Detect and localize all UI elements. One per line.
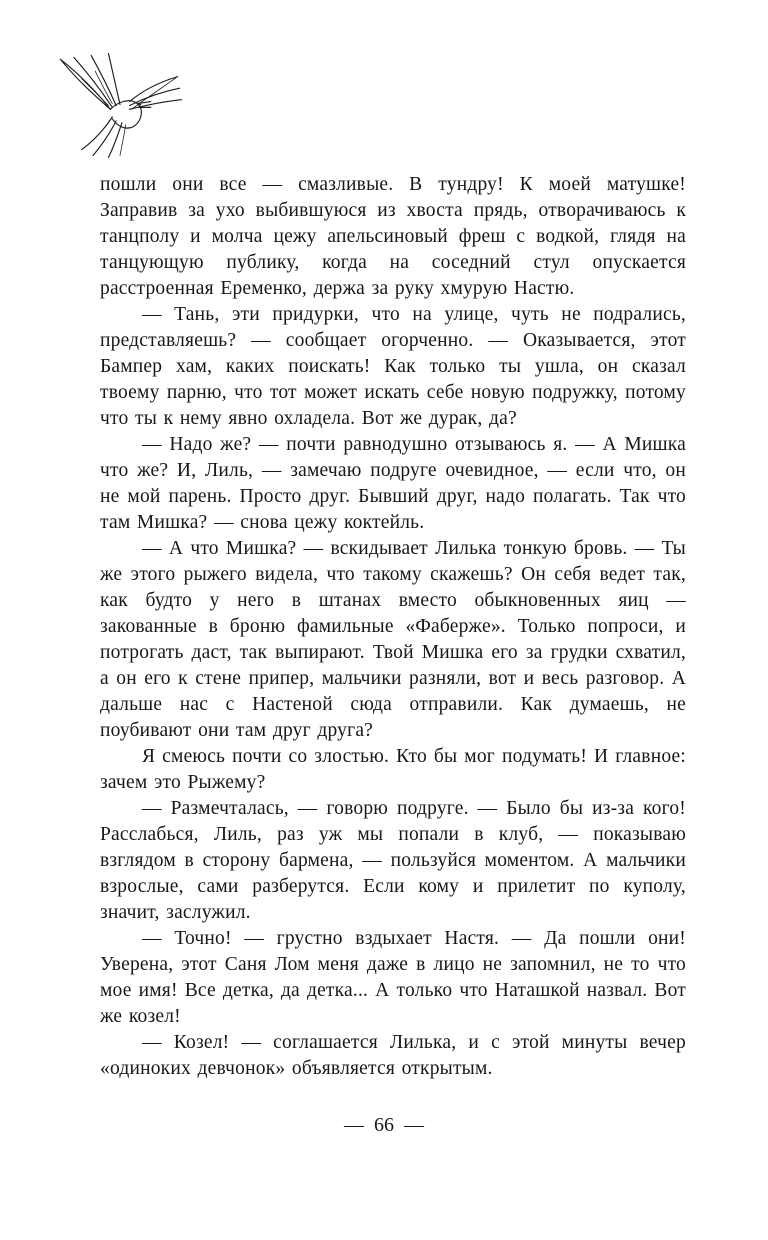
paragraph: — Козел! — соглашается Лилька, и с этой минуты вечер «одиноких девчонок» объявляется открытым. <box>100 1032 686 1079</box>
paragraph: — Размечталась, — говорю подруге. — Было бы из-за кого! Расслабься, Лиль, раз уж мы попали в клуб, — показываю взглядом в сторону бармена, — пользуйся моментом. А мальчики взрослые, сами разберутся. Если кому и прилетит по куполу, значит, заслужил. <box>100 798 686 923</box>
paragraph: — Тань, эти придурки, что на улице, чуть не подрались, представляешь? — сообщает огорченно. — Оказывается, этот Бампер хам, каких поискать! Как только ты ушла, он сказал твоему парню, что тот может искать себе новую подружку, потому что ты к нему явно охладела. Вот же дурак, да? <box>100 304 686 429</box>
page-text <box>100 172 686 1082</box>
page-number-left-dash: — <box>344 1114 364 1136</box>
paragraph: Я смеюсь почти со злостью. Кто бы мог подумать! И главное: зачем это Рыжему? <box>100 746 686 793</box>
page-number-value: 66 <box>374 1114 394 1136</box>
page-number <box>0 1114 768 1137</box>
paragraph: — Точно! — грустно вздыхает Настя. — Да пошли они! Уверена, этот Саня Лом меня даже в лицо не запомнил, не то что мое имя! Все детка, да детка... А только что Наташкой назвал. Вот же козел! <box>100 928 686 1027</box>
flying-bird-icon <box>50 42 190 167</box>
paragraph: — А что Мишка? — вскидывает Лилька тонкую бровь. — Ты же этого рыжего видела, что такому скажешь? Он себя ведет так, как будто у него в штанах вместо обыкновенных яиц — закованные в броню фамильные «Фаберже». Только попроси, и потрогать даст, так выпирают. Твой Мишка его за грудки схватил, а он его к стене припер, мальчики разняли, вот и весь разговор. А дальше нас с Настеной сюда отправили. Как думаешь, не поубивают они там друг друга? <box>100 538 686 741</box>
paragraph: пошли они все — смазливые. В тундру! К моей матушке! Заправив за ухо выбившуюся из хвоста прядь, отворачиваюсь к танцполу и молча цежу апельсиновый фреш с водкой, глядя на танцующую публику, когда на соседний стул опускается расстроенная Еременко, держа за руку хмурую Настю. <box>100 174 686 299</box>
paragraph: — Надо же? — почти равнодушно отзываюсь я. — А Мишка что же? И, Лиль, — замечаю подруге очевидное, — если что, он не мой парень. Просто друг. Бывший друг, надо полагать. Так что там Мишка? — снова цежу коктейль. <box>100 434 686 533</box>
bird-illustration <box>50 42 190 167</box>
page-number-right-dash: — <box>404 1114 424 1136</box>
